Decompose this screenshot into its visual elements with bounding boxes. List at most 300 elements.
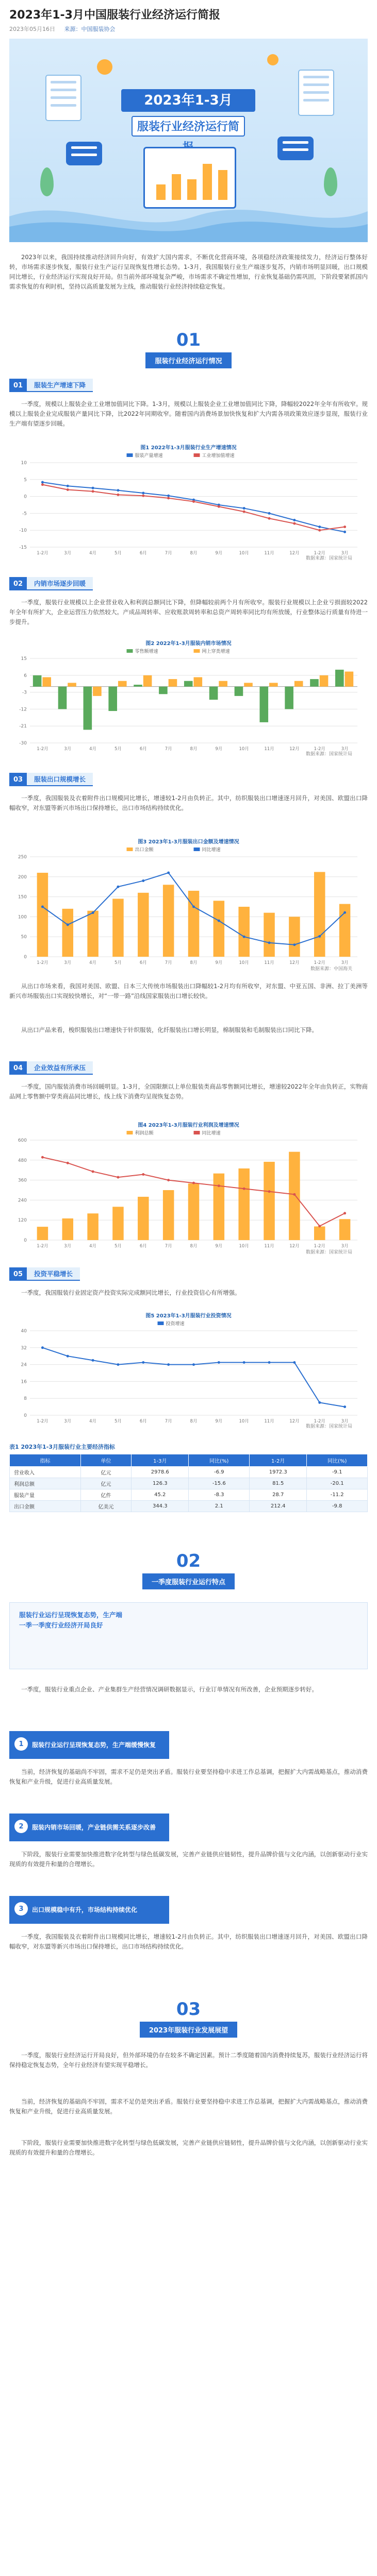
table-body (10, 1467, 368, 1512)
x-tick-label: 7月 (165, 1244, 172, 1249)
y-tick-label: -10 (19, 528, 27, 534)
paragraph: 一季度，规模以上服装企业工业增加值同比下降。1-3月，规模以上服装企业工业增加值同比下降，降幅较2022年全年有所收窄。规模以上服装企业完成服装产量同比下降，比2022年同期收窄。随着国内消费场景加快恢复和扩大内需各项政策效应逐步显现，服装行业生产端有望逐步回暖。 (9, 400, 368, 427)
article-source[interactable]: 来源：中国服装协会 (64, 26, 116, 32)
y-tick-label: -21 (19, 724, 27, 730)
table-cell: 亿美元 (80, 1501, 131, 1512)
data-point (67, 923, 69, 926)
bar (169, 679, 177, 687)
bar (314, 1226, 325, 1240)
bar (345, 672, 354, 687)
x-tick-label: 11月 (264, 960, 274, 965)
subsection-label: 投资平稳增长 (27, 1267, 80, 1281)
x-tick-label: 6月 (139, 960, 147, 965)
table-cell: 亿元 (80, 1478, 131, 1489)
legend-label: 出口金额 (135, 848, 154, 853)
chart-source: 数据来源：国家统计局 (305, 556, 352, 561)
callout-subheading: 一季一季度行业经济开局良好 (19, 1621, 103, 1629)
legend-swatch (194, 453, 200, 457)
table-row (10, 1501, 368, 1512)
x-tick-label: 1-2月 (37, 1244, 48, 1249)
bar (184, 681, 193, 687)
bar (285, 687, 293, 709)
leaf-icon (40, 167, 54, 196)
y-tick-label: 0 (24, 494, 27, 500)
x-tick-label: 6月 (139, 551, 147, 556)
table-cell: 服装产量 (10, 1489, 81, 1501)
table-cell: 2.1 (189, 1501, 250, 1512)
data-point (142, 879, 144, 882)
table-cell: -11.2 (307, 1489, 368, 1501)
section-01-header (0, 330, 377, 368)
legend-swatch (127, 453, 133, 457)
x-tick-label: 9月 (215, 1419, 223, 1424)
x-tick-label: 5月 (114, 747, 122, 752)
x-tick-label: 9月 (215, 747, 223, 752)
paragraph: 下阶段，服装行业需要加快推进数字化转型与绿色低碳发展，完善产业链供应链韧性，提升品牌价值与文化内涵，以创新驱动行业实现质的有效提升和量的合理增长。 (9, 2139, 368, 2156)
x-tick-label: 5月 (114, 1419, 122, 1424)
data-point (117, 1176, 119, 1179)
data-point (41, 481, 44, 484)
section-title: 服装行业经济运行情况 (145, 352, 231, 368)
y-tick-label: 120 (18, 1218, 27, 1224)
bar (264, 1162, 274, 1240)
x-tick-label: 1-2月 (314, 1244, 325, 1249)
chart-source: 数据来源：国家统计局 (305, 1424, 352, 1429)
data-point (218, 1184, 220, 1187)
y-tick-label: 0 (24, 1238, 27, 1243)
bar (335, 670, 344, 687)
section-title: 2023年服装行业发展展望 (140, 2022, 237, 2038)
data-point (41, 483, 44, 486)
x-tick-label: 3月 (64, 1419, 72, 1424)
x-tick-label: 1-2月 (37, 960, 48, 965)
bar (84, 687, 92, 730)
hero-banner (9, 39, 368, 242)
x-tick-label: 12月 (289, 747, 300, 752)
y-tick-label: 200 (18, 874, 27, 880)
x-tick-label: 6月 (139, 1244, 147, 1249)
indicator-table (9, 1443, 368, 1512)
data-point (318, 1225, 321, 1227)
x-tick-label: 6月 (139, 747, 147, 752)
subsection-03 (9, 773, 93, 786)
table-row (10, 1478, 368, 1489)
data-point (92, 487, 94, 489)
y-tick-label: 480 (18, 1158, 27, 1163)
data-point (167, 495, 170, 497)
data-point (67, 1355, 69, 1358)
x-tick-label: 8月 (190, 1244, 198, 1249)
table-cell: 212.4 (250, 1501, 307, 1512)
section-02-header (0, 1551, 377, 1589)
bar (33, 675, 42, 687)
section-number: 01 (176, 330, 201, 350)
data-point (192, 1182, 195, 1184)
subsection-index: 04 (9, 1061, 27, 1075)
table-cell: -9.8 (307, 1501, 368, 1512)
x-tick-label: 11月 (264, 747, 274, 752)
article-date: 2023年05月16日 (9, 26, 55, 32)
bar (188, 1183, 199, 1240)
x-tick-label: 1-2月 (37, 1419, 48, 1424)
bar (163, 885, 174, 957)
data-point (192, 906, 195, 908)
data-point (343, 1405, 346, 1408)
data-point (142, 492, 144, 495)
hero-title-line1: 2023年1-3月 (121, 89, 255, 112)
feature-ribbon-1 (9, 1731, 169, 1759)
x-tick-label: 8月 (190, 960, 198, 965)
chart-caption: 图3 2023年1-3月服装出口金额及增速情况 (138, 839, 239, 845)
bar (37, 873, 48, 957)
data-point (243, 511, 245, 513)
table-row (10, 1489, 368, 1501)
chat-bubble-icon (66, 142, 102, 165)
x-tick-label: 3月 (341, 1419, 349, 1424)
intro-paragraph: 2023年以来，我国持续推动经济回升向好，有效扩大国内需求，不断优化营商环境，各项稳经济政策接续发力，经济运行整体好转，市场需求逐步恢复，服装行业生产运行呈现恢复性增长态势。1-3月，我国服装行业生产端逐步复苏，内销市场明显回暖，出口规模同比增长，行业经济运行实现良好开局。但当前外部环境复杂严峻，市场需求不确定性增加，行业恢复基础仍需巩固，下阶段要紧抓国内需求恢复的有利时机，坚持以高质量发展为主线，推动服装行业经济持续稳定恢复。 (9, 253, 368, 290)
subsection-index: 01 (9, 379, 27, 392)
x-tick-label: 4月 (89, 960, 97, 965)
data-point (167, 1363, 170, 1366)
paragraph: 一季度，我国服装及衣着附件出口规模同比增长，增速较1-2月由负转正。其中，纺织服装出口增速逐月回升，对美国、欧盟出口降幅收窄，对东盟等新兴市场出口保持增长，出口市场结构持续优化。 (9, 1933, 368, 1950)
section-03-header (0, 1999, 377, 2038)
chart-5-svg (9, 1319, 368, 1428)
data-table (9, 1454, 368, 1512)
table-cell: 亿件 (80, 1489, 131, 1501)
table-header-cell: 指标 (10, 1454, 81, 1467)
bar (37, 1227, 48, 1240)
ribbon-text: 出口规模稳中有升，市场结构持续优化 (32, 1906, 138, 1913)
data-point (268, 941, 271, 944)
data-point (343, 911, 346, 914)
data-point (92, 1170, 94, 1173)
data-point (268, 1190, 271, 1193)
chart-5 (9, 1311, 368, 1430)
section-title: 一季度服装行业运行特点 (142, 1573, 235, 1589)
decor-dot-icon (267, 54, 278, 65)
data-point (67, 1162, 69, 1164)
data-point (243, 507, 245, 510)
bar (244, 683, 253, 686)
subsection-index: 03 (9, 773, 27, 786)
chart-board-icon (143, 147, 236, 209)
x-tick-label: 12月 (289, 1244, 300, 1249)
bar (320, 675, 329, 687)
y-tick-label: -15 (19, 545, 27, 550)
bar (264, 913, 274, 957)
y-tick-label: 24 (21, 1362, 27, 1368)
x-tick-label: 7月 (165, 960, 172, 965)
table-cell: 81.5 (250, 1478, 307, 1489)
data-point (343, 1212, 346, 1214)
x-tick-label: 11月 (264, 1244, 274, 1249)
data-point (318, 1401, 321, 1404)
y-tick-label: 0 (24, 955, 27, 960)
section-number: 03 (176, 1999, 201, 2020)
y-tick-label: 50 (21, 935, 27, 940)
subsection-label: 服装生产增速下降 (27, 379, 93, 392)
data-point (117, 886, 119, 888)
x-tick-label: 7月 (165, 747, 172, 752)
data-point (293, 519, 296, 521)
y-tick-label: -12 (19, 707, 27, 713)
y-tick-label: 360 (18, 1178, 27, 1183)
legend-swatch (194, 848, 200, 851)
paragraph: 从出口产品来看，梭织服装出口增速快于针织服装，化纤服装出口增长明显，棉制服装和毛制服装出口同比下降。 (21, 1026, 318, 1033)
subsection-label: 企业效益有所承压 (27, 1061, 93, 1075)
series-line (42, 485, 345, 531)
data-point (142, 1173, 144, 1176)
table-header-row (10, 1454, 368, 1467)
table-row (10, 1467, 368, 1478)
data-point (92, 911, 94, 914)
subsection-05 (9, 1267, 80, 1281)
y-tick-label: -5 (22, 511, 27, 517)
legend-swatch (127, 1131, 133, 1134)
bar (93, 687, 102, 696)
legend-label: 投资增速 (166, 1321, 185, 1327)
subsection-label: 内销市场逐步回暖 (27, 577, 93, 590)
table-cell: 45.2 (132, 1489, 189, 1501)
chart-2-svg (9, 647, 368, 755)
x-tick-label: 11月 (264, 551, 274, 556)
chart-source: 数据来源：中国海关 (310, 967, 352, 972)
table-cell: -15.6 (189, 1478, 250, 1489)
data-point (293, 1193, 296, 1196)
feature-ribbon-2 (9, 1814, 169, 1841)
table-cell: 亿元 (80, 1467, 131, 1478)
data-point (117, 494, 119, 496)
chart-3 (9, 837, 368, 971)
data-point (192, 1363, 195, 1366)
legend-label: 工业增加值增速 (202, 453, 235, 459)
chart-caption: 图5 2023年1-3月服装行业投资情况 (145, 1313, 232, 1319)
bar (310, 679, 319, 687)
ribbon-text: 服装内销市场回暖，产业链供需关系逐步改善 (32, 1823, 156, 1831)
paragraph: 下阶段，服装行业需要加快推进数字化转型与绿色低碳发展，完善产业链供应链韧性，提升品牌价值与文化内涵，以创新驱动行业实现质的有效提升和量的合理增长。 (9, 1851, 368, 1868)
chart-3-svg (9, 845, 368, 969)
ribbon-number: 3 (14, 1902, 28, 1916)
x-tick-label: 6月 (139, 1419, 147, 1424)
x-tick-label: 1-2月 (314, 747, 325, 752)
paragraph: 一季度，国内服装消费市场回暖明显。1-3月，全国限额以上单位服装类商品零售额同比增长，增速较2022年全年由负转正，实物商品网上零售额中穿类商品同比增长，线上线下消费均呈现恢复态势。 (9, 1083, 368, 1100)
x-tick-label: 5月 (114, 551, 122, 556)
y-tick-label: 250 (18, 855, 27, 860)
bar (112, 1207, 123, 1240)
y-tick-label: 40 (21, 1329, 27, 1334)
paragraph: 从出口市场来看，我国对美国、欧盟、日本三大传统市场服装出口降幅较1-2月均有所收窄，对东盟、中亚五国、非洲、拉丁美洲等新兴市场服装出口实现较快增长，对“一带一路”沿线国家服装出口增长较快。 (9, 982, 368, 999)
x-tick-label: 1-2月 (314, 1419, 325, 1424)
subsection-label: 服装出口规模增长 (27, 773, 93, 786)
paragraph: 一季度，我国服装及衣着附件出口规模同比增长，增速较1-2月由负转正。其中，纺织服装出口增速逐月回升，对美国、欧盟出口降幅收窄，对东盟等新兴市场出口保持增长，出口市场结构持续优化。 (9, 794, 368, 811)
bar (138, 1197, 149, 1240)
bar (294, 681, 303, 687)
x-tick-label: 3月 (341, 1244, 349, 1249)
bar (289, 917, 300, 957)
bar (314, 872, 325, 957)
callout-heading: 服装行业运行呈现恢复态势，生产端 (19, 1611, 123, 1619)
bar (194, 677, 203, 686)
subsection-index: 02 (9, 577, 27, 590)
legend-label: 网上穿类增速 (202, 649, 230, 654)
legend-label: 利润总额 (135, 1131, 154, 1136)
x-tick-label: 4月 (89, 1244, 97, 1249)
section-number: 02 (176, 1551, 201, 1571)
x-tick-label: 3月 (64, 551, 72, 556)
data-point (343, 526, 346, 528)
data-point (243, 936, 245, 938)
data-point (192, 500, 195, 503)
y-tick-label: 0 (24, 1413, 27, 1418)
bar (163, 1190, 174, 1240)
x-tick-label: 4月 (89, 551, 97, 556)
x-tick-label: 9月 (215, 960, 223, 965)
data-point (243, 1188, 245, 1190)
x-tick-label: 1-2月 (314, 960, 325, 965)
data-point (268, 517, 271, 520)
y-tick-label: 15 (21, 656, 27, 662)
subsection-02 (9, 577, 93, 590)
table-header-cell: 1-3月 (132, 1454, 189, 1467)
bar (112, 899, 123, 957)
x-tick-label: 8月 (190, 551, 198, 556)
x-tick-label: 3月 (64, 960, 72, 965)
series-line (42, 1348, 345, 1407)
table-cell: -20.1 (307, 1478, 368, 1489)
data-point (318, 529, 321, 532)
ribbon-number: 1 (14, 1737, 28, 1751)
legend-label: 同比增速 (202, 848, 221, 853)
bar (214, 901, 224, 957)
legend-swatch (127, 848, 133, 851)
x-tick-label: 3月 (341, 960, 349, 965)
table-cell: 2978.6 (132, 1467, 189, 1478)
bar (62, 1218, 73, 1240)
bar (68, 683, 76, 686)
table-header-cell: 同比(%) (307, 1454, 368, 1467)
bar (219, 681, 227, 687)
data-point (343, 531, 346, 533)
document-icon (298, 70, 334, 116)
summary-callout (9, 1602, 368, 1669)
x-tick-label: 10月 (239, 1244, 249, 1249)
bar (259, 687, 268, 722)
x-tick-label: 10月 (239, 551, 249, 556)
ribbon-number: 2 (14, 1820, 28, 1833)
x-tick-label: 11月 (264, 1419, 274, 1424)
legend-label: 服装产量增速 (135, 453, 163, 459)
x-tick-label: 3月 (64, 747, 72, 752)
table-cell: 344.3 (132, 1501, 189, 1512)
bar (138, 893, 149, 957)
x-tick-label: 7月 (165, 1419, 172, 1424)
data-point (92, 1359, 94, 1362)
x-tick-label: 12月 (289, 1419, 300, 1424)
article-meta (9, 25, 123, 33)
data-point (218, 505, 220, 508)
bar (42, 677, 51, 686)
feature-ribbon-3 (9, 1896, 169, 1924)
bar (87, 1213, 98, 1240)
table-caption: 表1 2023年1-3月服装行业主要经济指标 (9, 1444, 115, 1450)
data-point (268, 1361, 271, 1364)
x-tick-label: 1-2月 (314, 551, 325, 556)
article-title: 2023年1-3月中国服装行业经济运行简报 (9, 9, 220, 22)
legend-swatch (194, 649, 200, 653)
paragraph: 一季度，服装行业经济运行开局良好，但外部环境仍存在较多不确定因素。预计二季度随着国内消费持续复苏，服装行业经济运行将保持稳定恢复态势，全年行业经济有望实现平稳增长。 (9, 2052, 368, 2069)
table-cell: 28.7 (250, 1489, 307, 1501)
y-tick-label: 16 (21, 1379, 27, 1385)
table-cell: 126.3 (132, 1478, 189, 1489)
data-point (92, 490, 94, 493)
y-tick-label: 150 (18, 894, 27, 900)
bar (62, 909, 73, 957)
bar (87, 911, 98, 957)
x-tick-label: 7月 (165, 551, 172, 556)
x-tick-label: 10月 (239, 747, 249, 752)
chart-1 (9, 443, 368, 562)
table-cell: 出口金额 (10, 1501, 81, 1512)
table-cell: 1972.3 (250, 1467, 307, 1478)
data-point (318, 935, 321, 938)
document-icon (45, 75, 81, 121)
data-point (167, 1179, 170, 1181)
table-cell: -6.9 (189, 1467, 250, 1478)
bar (339, 1219, 350, 1240)
data-point (268, 512, 271, 515)
paragraph: 一季度，服装行业规模以上企业营业收入和利润总额同比下降，但降幅较前两个月有所收窄。服装行业规模以上企业亏损面较2022年全年有所扩大，企业运营压力依然较大。产成品周转率、应收账款周转率和总资产周转率同比均有所放缓，行业整体运行质量有待进一步提升。 (9, 599, 368, 625)
table-header-cell: 单位 (80, 1454, 131, 1467)
data-point (117, 489, 119, 492)
bar (209, 687, 218, 700)
legend-swatch (127, 649, 133, 653)
paragraph: 一季度，我国服装行业固定资产投资实际完成额同比增长，行业投资信心有所增强。 (21, 1289, 241, 1296)
bar (108, 687, 117, 711)
bar (159, 687, 168, 694)
chart-2 (9, 639, 368, 757)
y-tick-label: 32 (21, 1345, 27, 1351)
x-tick-label: 12月 (289, 551, 300, 556)
data-point (318, 526, 321, 528)
ribbon-text: 服装行业运行呈现恢复态势，生产端缓慢恢复 (32, 1741, 156, 1749)
bar (58, 687, 67, 709)
paragraph: 当前，经济恢复的基础尚不牢固，需求不足仍是突出矛盾。服装行业要坚持稳中求进工作总基调，把握扩大内需战略基点，推动消费恢复和产业升级，促进行业高质量发展。 (9, 2098, 368, 2115)
bar (134, 685, 142, 687)
data-point (293, 1361, 296, 1364)
y-tick-label: -3 (22, 690, 27, 696)
chart-1-svg (9, 451, 368, 560)
data-point (293, 522, 296, 525)
leaf-icon (324, 167, 337, 196)
x-tick-label: 4月 (89, 747, 97, 752)
subsection-01 (9, 379, 93, 392)
table-cell: -8.3 (189, 1489, 250, 1501)
y-tick-label: -30 (19, 741, 27, 746)
y-tick-label: 5 (24, 477, 27, 483)
x-tick-label: 3月 (341, 551, 349, 556)
chart-caption: 图2 2022年1-3月服装内销市场情况 (145, 641, 232, 647)
data-point (142, 495, 144, 497)
table-header-cell: 1-2月 (250, 1454, 307, 1467)
bar (143, 675, 152, 687)
x-tick-label: 9月 (215, 1244, 223, 1249)
data-point (243, 1361, 245, 1364)
data-point (41, 906, 44, 908)
bar (289, 1152, 300, 1240)
chat-bubble-icon (277, 137, 314, 160)
x-tick-label: 5月 (114, 960, 122, 965)
legend-label: 同比增速 (202, 1131, 221, 1136)
